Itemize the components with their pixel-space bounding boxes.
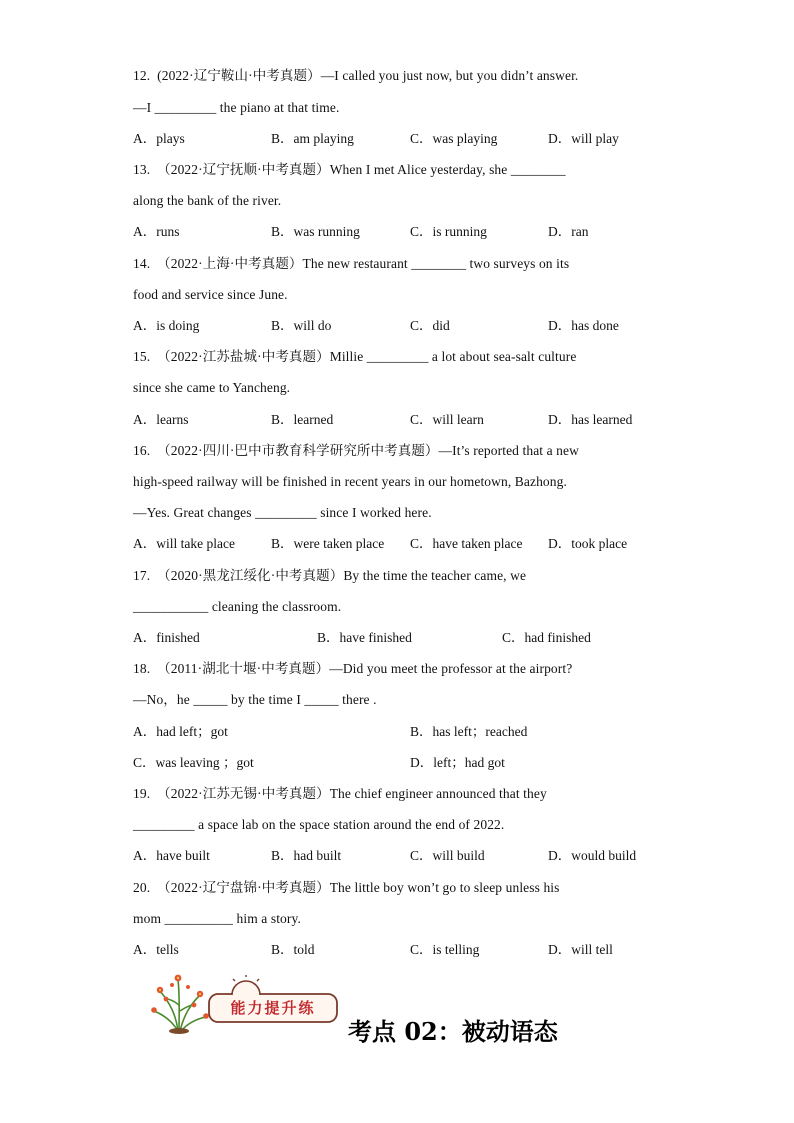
question-20-stem-line-2: mom __________ him a story.	[133, 911, 301, 926]
option-b[interactable]: B．will do	[271, 318, 332, 333]
option-d[interactable]: D．will tell	[548, 942, 613, 957]
question-13-stem-line-2: along the bank of the river.	[133, 193, 282, 208]
question-17-stem-line-2: ___________ cleaning the classroom.	[133, 599, 342, 614]
question-19-stem-line-2: _________ a space lab on the space station around the end of 2022.	[133, 817, 505, 832]
question-19-stem-line-1: 19. （2022·江苏无锡·中考真题）The chief engineer announced that they	[133, 786, 547, 801]
option-c[interactable]: C．is telling	[410, 942, 480, 957]
option-a[interactable]: A．had left；got	[133, 724, 228, 739]
option-d[interactable]: D．has done	[548, 318, 619, 333]
option-c[interactable]: C．did	[410, 318, 450, 333]
question-14-stem-line-1: 14. （2022·上海·中考真题）The new restaurant ________ two surveys on its	[133, 256, 570, 271]
option-d[interactable]: D．has learned	[548, 412, 633, 427]
option-a[interactable]: A．runs	[133, 224, 180, 239]
option-b[interactable]: B．learned	[271, 412, 334, 427]
option-c[interactable]: C．was leaving ；got	[133, 755, 254, 770]
option-a[interactable]: A．tells	[133, 942, 179, 957]
option-d[interactable]: D．ran	[548, 224, 589, 239]
question-12-stem-line-1: 12. (2022·辽宁鞍山·中考真题）—I called you just now, but you didn’t answer.	[133, 68, 579, 83]
flower-plant-icon	[148, 965, 210, 1035]
option-a[interactable]: A．is doing	[133, 318, 200, 333]
section-title: 考点 02：被动语态	[348, 1017, 558, 1046]
option-d[interactable]: D．left；had got	[410, 755, 505, 770]
ability-practice-badge	[208, 993, 338, 1023]
question-16-stem-line-1: 16. （2022·四川·巴中市教育科学研究所中考真题）—It’s reported that a new	[133, 443, 579, 458]
question-14-stem-line-2: food and service since June.	[133, 287, 288, 302]
question-16-stem-line-2: high-speed railway will be finished in recent years in our hometown, Bazhong.	[133, 474, 567, 489]
question-15-stem-line-2: since she came to Yancheng.	[133, 380, 291, 395]
question-15-stem-line-1: 15. （2022·江苏盐城·中考真题）Millie _________ a lot about sea-salt culture	[133, 349, 577, 364]
question-12-stem-line-2: —I _________ the piano at that time.	[133, 100, 340, 115]
option-d[interactable]: D．took place	[548, 536, 628, 551]
option-a[interactable]: A．learns	[133, 412, 189, 427]
option-b[interactable]: B．am playing	[271, 131, 354, 146]
option-c[interactable]: C．had finished	[502, 630, 591, 645]
option-c[interactable]: C．was playing	[410, 131, 498, 146]
option-b[interactable]: B．told	[271, 942, 315, 957]
badge-label: 能力提升练	[230, 999, 316, 1017]
option-b[interactable]: B．have finished	[317, 630, 412, 645]
option-d[interactable]: D．will play	[548, 131, 619, 146]
option-a[interactable]: A．will take place	[133, 536, 235, 551]
question-20-stem-line-1: 20. （2022·辽宁盘锦·中考真题）The little boy won’t go to sleep unless his	[133, 880, 560, 895]
section-header-decoration	[148, 965, 348, 1035]
question-17-stem-line-1: 17. （2020·黑龙江绥化·中考真题）By the time the teacher came, we	[133, 568, 527, 583]
option-b[interactable]: B．were taken place	[271, 536, 385, 551]
option-c[interactable]: C．will build	[410, 848, 485, 863]
option-a[interactable]: A．finished	[133, 630, 200, 645]
question-18-stem-line-1: 18. （2011·湖北十堰·中考真题）—Did you meet the professor at the airport?	[133, 661, 573, 676]
question-16-stem-line-3: —Yes. Great changes _________ since I worked here.	[133, 505, 432, 520]
option-c[interactable]: C．will learn	[410, 412, 484, 427]
option-d[interactable]: D．would build	[548, 848, 637, 863]
question-13-stem-line-1: 13. （2022·辽宁抚顺·中考真题）When I met Alice yesterday, she ________	[133, 162, 566, 177]
option-c[interactable]: C．is running	[410, 224, 487, 239]
option-a[interactable]: A．have built	[133, 848, 210, 863]
option-c[interactable]: C．have taken place	[410, 536, 523, 551]
option-a[interactable]: A．plays	[133, 131, 185, 146]
option-b[interactable]: B．has left；reached	[410, 724, 528, 739]
option-b[interactable]: B．was running	[271, 224, 360, 239]
option-b[interactable]: B．had built	[271, 848, 342, 863]
question-18-stem-line-2: —No，he _____ by the time I _____ there .	[133, 692, 377, 707]
